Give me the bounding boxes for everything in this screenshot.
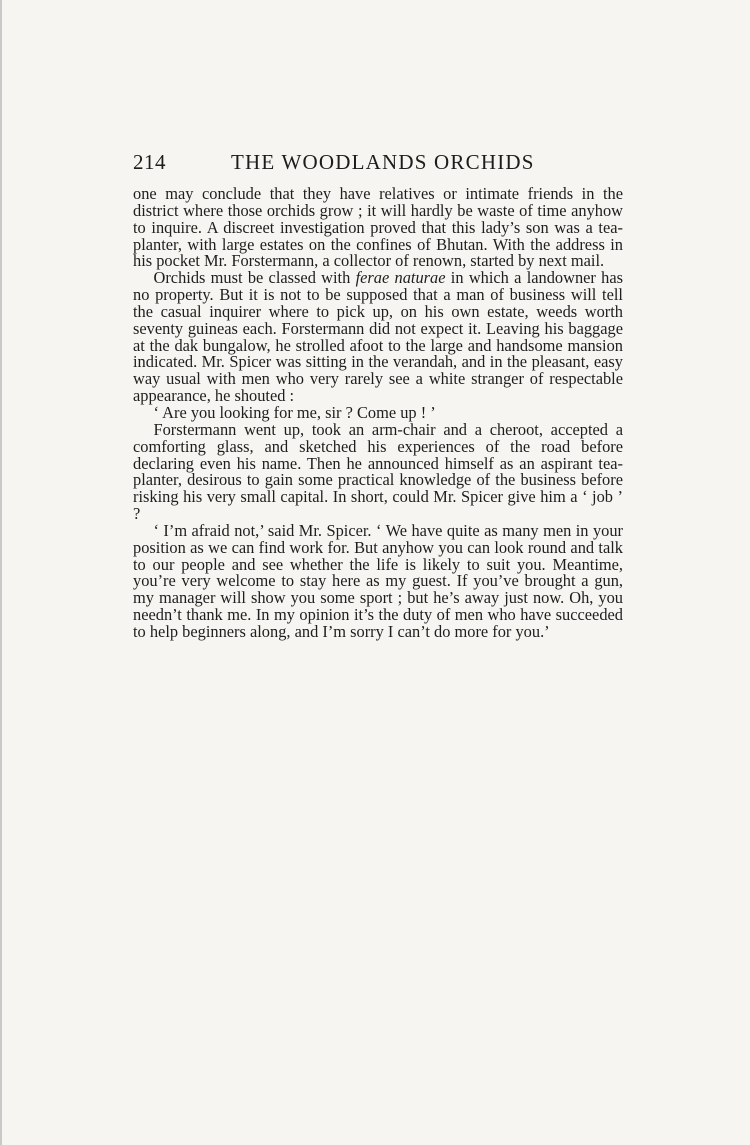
running-title: THE WOODLANDS ORCHIDS bbox=[231, 150, 535, 174]
page-edge bbox=[0, 0, 2, 1145]
paragraph-forstermann-went-up: Forstermann went up, took an arm-chair and a cheroot, accepted a comforting glass, and sketched his experiences of the road before declaring even his name. Then he announced himself as an aspirant tea-planter, desirous to gain some practical knowledge of the business before risking his very small capital. In short, could Mr. Spicer give him a ‘ job ’ ? bbox=[133, 419, 623, 524]
body-text bbox=[133, 186, 623, 641]
paragraph-continuation: one may conclude that they have relatives or intimate friends in the district where those orchids grow ; it will hardly be waste of time anyhow to inquire. A discreet investigation proved that this lady’s son was a tea-planter, with large estates on the confines of Bhutan. With the address in his pocket Mr. Forstermann, a collector of renown, started by next mail. bbox=[133, 184, 623, 271]
paragraph-ferae-naturae bbox=[133, 270, 623, 405]
paragraph-spicer-reply: ‘ I’m afraid not,’ said Mr. Spicer. ‘ We have quite as many men in your position as we can find work for. But anyhow you can look round and talk to our people and see whether the life is likely to suit you. Meantime, you’re very welcome to stay here as my guest. If you’ve brought a gun, my manager will show you some sport ; but he’s away just now. Oh, you needn’t thank me. In my opinion it’s the duty of men who have succeeded to help beginners along, and I’m sorry I can’t do more for you.’ bbox=[133, 520, 623, 641]
quote-come-up: ‘ Are you looking for me, sir ? Come up ! ’ bbox=[153, 402, 436, 422]
italic-phrase: ferae naturae bbox=[355, 268, 446, 288]
page-header bbox=[133, 150, 623, 178]
paragraph-text-after-italic: in which a landowner has no property. But it is not to be supposed that a man of business will tell the casual inquirer where to pick up, on his own estate, weeds worth seventy guineas each. Forstermann did not expect it. Leaving his baggage at the dak bungalow, he strolled afoot to the large and handsome mansion indicated. Mr. Spicer was sitting in the verandah, and in the pleasant, easy way usual with men who very rarely see a white stranger of respectable appearance, he shouted : bbox=[133, 268, 624, 406]
paragraph-text-before-italic: Orchids must be classed with bbox=[153, 268, 356, 288]
page-number: 214 bbox=[133, 150, 166, 174]
